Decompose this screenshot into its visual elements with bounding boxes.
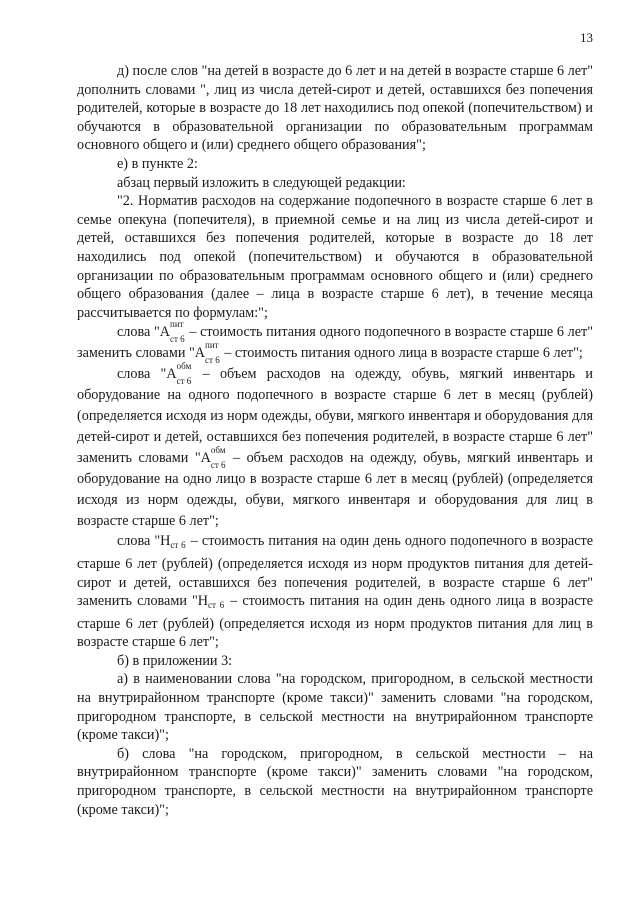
paragraph-abzac: абзац первый изложить в следующей редакции: — [117, 174, 406, 191]
text-fragment: – стоимость питания одного лица в возрасте старше 6 лет"; — [220, 345, 583, 362]
symbol-subscript: ст 6 — [176, 376, 192, 387]
paragraph-d: д) после слов "на детей в возрасте до 6 лет и на детей в возрасте старше 6 лет" дополнить словами ", лиц из числа детей-сирот и детей, оставшихся без попечения родителей, которые в возрасте до 18 лет находились под опекой (попечительством) и обучаются в образовательной организации по образовательным программам основного общего и (или) среднего общего образования"; — [77, 63, 593, 154]
symbol-a-obm — [200, 445, 227, 471]
symbol-a-pit — [194, 340, 221, 366]
symbol-superscript: обм — [176, 361, 192, 372]
symbol-subscript: ст 6 — [210, 460, 226, 471]
symbol-subscript: ст 6 — [208, 600, 225, 611]
paragraph-obm — [77, 361, 594, 532]
symbol-subscript: ст 6 — [205, 355, 220, 366]
symbol-h-st6 — [198, 593, 225, 609]
paragraph-h — [77, 532, 593, 652]
text-fragment: – стоимость питания одного подопечного в возрасте старше 6 лет" заменить словами " — [77, 324, 593, 362]
text-fragment: – стоимость питания на один день одного подопечного в возрасте старше 6 лет (рублей) (определяется исходя из норм продуктов питания для детей-сирот и детей, оставшихся без попечения родителей, в возрасте старше 6 лет" заменить словами " — [77, 533, 593, 610]
symbol-letter: А — [200, 450, 211, 467]
paragraph-b-words: б) слова "на городском, пригородном, в сельской местности – на внутрирайонном транспорте (кроме такси)" заменить словами "на городском, пригородном транспорте, в сельской местности на внутрирайонном транспорте (кроме такси)"; — [77, 745, 593, 818]
page-number: 13 — [580, 30, 593, 45]
paragraph-b-appendix: б) в приложении 3: — [117, 652, 233, 669]
text-fragment: – объем расходов на одежду, обувь, мягкий инвентарь и оборудование на одно лицо в возрасте старше 6 лет в месяц (рублей) (определяется исходя из норм одежды, обуви, мягкого инвентаря и оборудования для лиц в возрасте старше 6 лет"; — [77, 450, 593, 530]
symbol-a-obm — [166, 361, 192, 387]
paragraph-pit — [77, 319, 593, 366]
paragraph-e: е) в пункте 2: — [117, 155, 198, 172]
symbol-superscript: пит — [170, 319, 184, 330]
paragraph-a-title: а) в наименовании слова "на городском, пригородном, в сельской местности на внутрирайонном транспорте (кроме такси)" заменить словами "на городском, пригородном транспорте, в сельской местности на внутрирайонном транспорте (кроме такси)"; — [77, 671, 593, 744]
text-fragment: слова " — [117, 366, 167, 383]
symbol-subscript: ст 6 — [170, 540, 186, 551]
symbol-letter: Н — [197, 593, 208, 610]
text-fragment: слова " — [117, 324, 160, 341]
symbol-h-st6 — [160, 533, 186, 549]
symbol-subscript: ст 6 — [170, 334, 185, 345]
symbol-letter: А — [159, 324, 170, 341]
text-fragment: – объем расходов на одежду, обувь, мягкий инвентарь и оборудование на одного подопечного в возрасте старше 6 лет в месяц (рублей) (определяется исходя из норм одежды, обуви, мягкого инвентаря и оборудования для детей-сирот и детей, оставшихся без попечения родителей, в возрасте старше 6 лет" заменить словами " — [77, 366, 594, 467]
document-body — [77, 62, 593, 819]
symbol-superscript: обм — [210, 445, 226, 456]
symbol-letter: Н — [160, 533, 171, 550]
symbol-superscript: пит — [205, 340, 219, 351]
text-fragment: – стоимость питания на один день одного лица в возрасте старше 6 лет (рублей) (определяется исходя из норм продуктов питания для лиц в возрасте старше 6 лет"; — [77, 593, 593, 651]
symbol-a-pit — [159, 319, 186, 345]
paragraph-norm: "2. Норматив расходов на содержание подопечного в возрасте старше 6 лет в семье опекуна (попечителя), в приемной семье и на лиц из числа детей-сирот и детей, оставшихся без попечения родителей, которые в возрасте до 18 лет находились под опекой (попечительством) и обучаются в образовательной организации по образовательным программам основного общего и (или) среднего общего образования (далее – лица в возрасте старше 6 лет), в течение месяца рассчитывается по формулам:"; — [77, 193, 593, 321]
text-fragment: слова " — [117, 533, 161, 550]
symbol-letter: А — [194, 345, 206, 362]
symbol-letter: А — [166, 366, 177, 383]
